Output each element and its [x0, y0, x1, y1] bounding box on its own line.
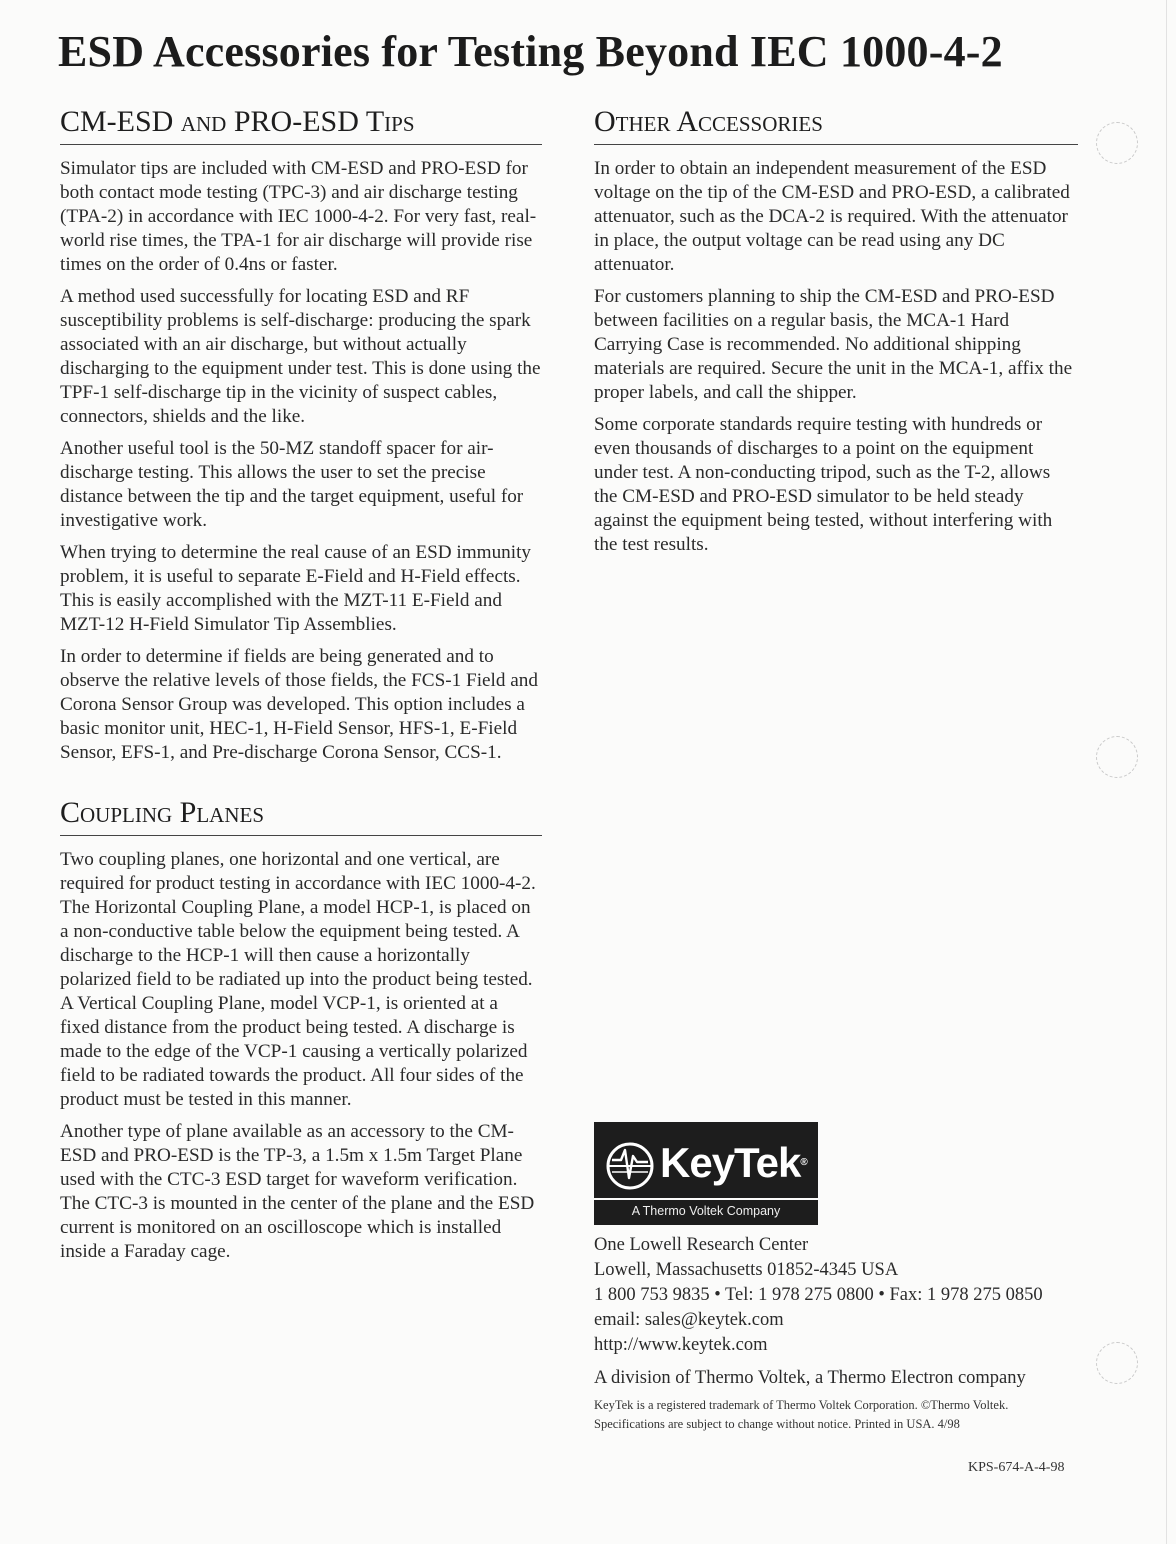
logo-divider: [594, 1198, 818, 1200]
page-edge: [1166, 0, 1167, 1544]
document-code: KPS-674-A-4-98: [968, 1460, 1065, 1475]
tips-paragraph-5: In order to determine if fields are being generated and to observe the relative levels of those fields, the FCS-1 Field and Corona Sensor Group was developed. This option includes a basic monitor unit, HEC-1, H-Field Sensor, HFS-1, E-Field Sensor, EFS-1, and Pre-discharge Corona Sensor, CCS-1.: [60, 646, 538, 763]
page-title: ESD Accessories for Testing Beyond IEC 1000-4-2: [58, 27, 1003, 76]
division-statement: A division of Thermo Voltek, a Thermo Electron company: [594, 1368, 1026, 1388]
coupling-paragraph-2: Another type of plane available as an accessory to the CM-ESD and PRO-ESD is the TP-3, a 1.5m x 1.5m Target Plane used with the CTC-3 ESD target for waveform verification. The CTC-3 is mounted in the center of the plane and the ESD current is monitored on an oscilloscope which is installed inside a Faraday cage.: [60, 1121, 535, 1262]
phone-fax-line: 1 800 753 9835 • Tel: 1 978 275 0800 • Fax: 1 978 275 0850: [594, 1285, 1043, 1305]
address-line-2: Lowell, Massachusetts 01852-4345 USA: [594, 1260, 899, 1280]
section-heading-tips: CM-ESD and PRO-ESD Tips: [60, 104, 542, 145]
fine-print: [594, 1396, 1094, 1434]
waveform-globe-icon: [604, 1140, 656, 1192]
tips-paragraph-2: A method used successfully for locating ESD and RF susceptibility problems is self-discharge: producing the spark associated with an air discharge, but without actually discharging to the equipment under test. This is done using the TPF-1 self-discharge tip in the vicinity of suspect cables, connectors, shields and the like.: [60, 286, 541, 427]
logo-wordmark: KeyTek®: [660, 1139, 807, 1186]
binder-hole-middle: [1096, 736, 1138, 778]
other-paragraph-1: In order to obtain an independent measurement of the ESD voltage on the tip of the CM-ESD and PRO-ESD, a calibrated attenuator, such as the DCA-2 is required. With the attenuator in place, the output voltage can be read using any DC attenuator.: [594, 158, 1070, 275]
address-line-1: One Lowell Research Center: [594, 1235, 809, 1255]
keytek-logo: [594, 1122, 818, 1225]
tips-paragraph-4: When trying to determine the real cause of an ESD immunity problem, it is useful to separate E-Field and H-Field effects. This is easily accomplished with the MZT-11 E-Field and MZT-12 H-Field Simulator Tip Assemblies.: [60, 542, 532, 635]
email-line: email: sales@keytek.com: [594, 1310, 784, 1330]
trademark-symbol: ®: [800, 1157, 807, 1168]
binder-hole-top: [1096, 122, 1138, 164]
left-column: [60, 104, 542, 1272]
right-column: [594, 104, 1078, 565]
binder-hole-bottom: [1096, 1342, 1138, 1384]
section-heading-other: Other Accessories: [594, 104, 1078, 145]
coupling-paragraph-1: Two coupling planes, one horizontal and one vertical, are required for product testing in accordance with IEC 1000-4-2. The Horizontal Coupling Plane, a model HCP-1, is placed on a non-conductive table below the equipment being tested. A discharge to the HCP-1 will then cause a horizontally polarized field to be radiated up into the product being tested. A Vertical Coupling Plane, model VCP-1, is oriented at a fixed distance from the product being tested. A discharge is made to the edge of the VCP-1 causing a vertically polarized field to be radiated towards the product. All four sides of the product must be tested in this manner.: [60, 849, 536, 1110]
logo-subtitle: A Thermo Voltek Company: [631, 1204, 781, 1218]
other-paragraph-3: Some corporate standards require testing with hundreds or even thousands of discharges to a point on the equipment under test. A non-conducting tripod, such as the T-2, allows the CM-ESD and PRO-ESD simulator to be held steady against the equipment being tested, without interfering with the test results.: [594, 414, 1053, 555]
other-paragraph-2: For customers planning to ship the CM-ESD and PRO-ESD between facilities on a regular basis, the MCA-1 Hard Carrying Case is recommended. No additional shipping materials are required. Secure the unit in the MCA-1, affix the proper labels, and call the shipper.: [594, 286, 1073, 403]
tips-paragraph-1: Simulator tips are included with CM-ESD and PRO-ESD for both contact mode testing (TPC-3) and air discharge testing (TPA-2) in accordance with IEC 1000-4-2. For very fast, real-world rise times, the TPA-1 for air discharge will provide rise times on the order of 0.4ns or faster.: [60, 158, 537, 275]
specifications-notice: Specifications are subject to change without notice. Printed in USA. 4/98: [594, 1417, 960, 1431]
website-line: http://www.keytek.com: [594, 1335, 768, 1355]
trademark-notice: KeyTek is a registered trademark of Thermo Voltek Corporation. ©Thermo Voltek.: [594, 1398, 1009, 1412]
tips-paragraph-3: Another useful tool is the 50-MZ standoff spacer for air-discharge testing. This allows the user to set the precise distance between the tip and the target equipment, useful for investigative work.: [60, 438, 524, 531]
section-heading-coupling: Coupling Planes: [60, 795, 542, 836]
contact-address: [594, 1233, 1154, 1358]
